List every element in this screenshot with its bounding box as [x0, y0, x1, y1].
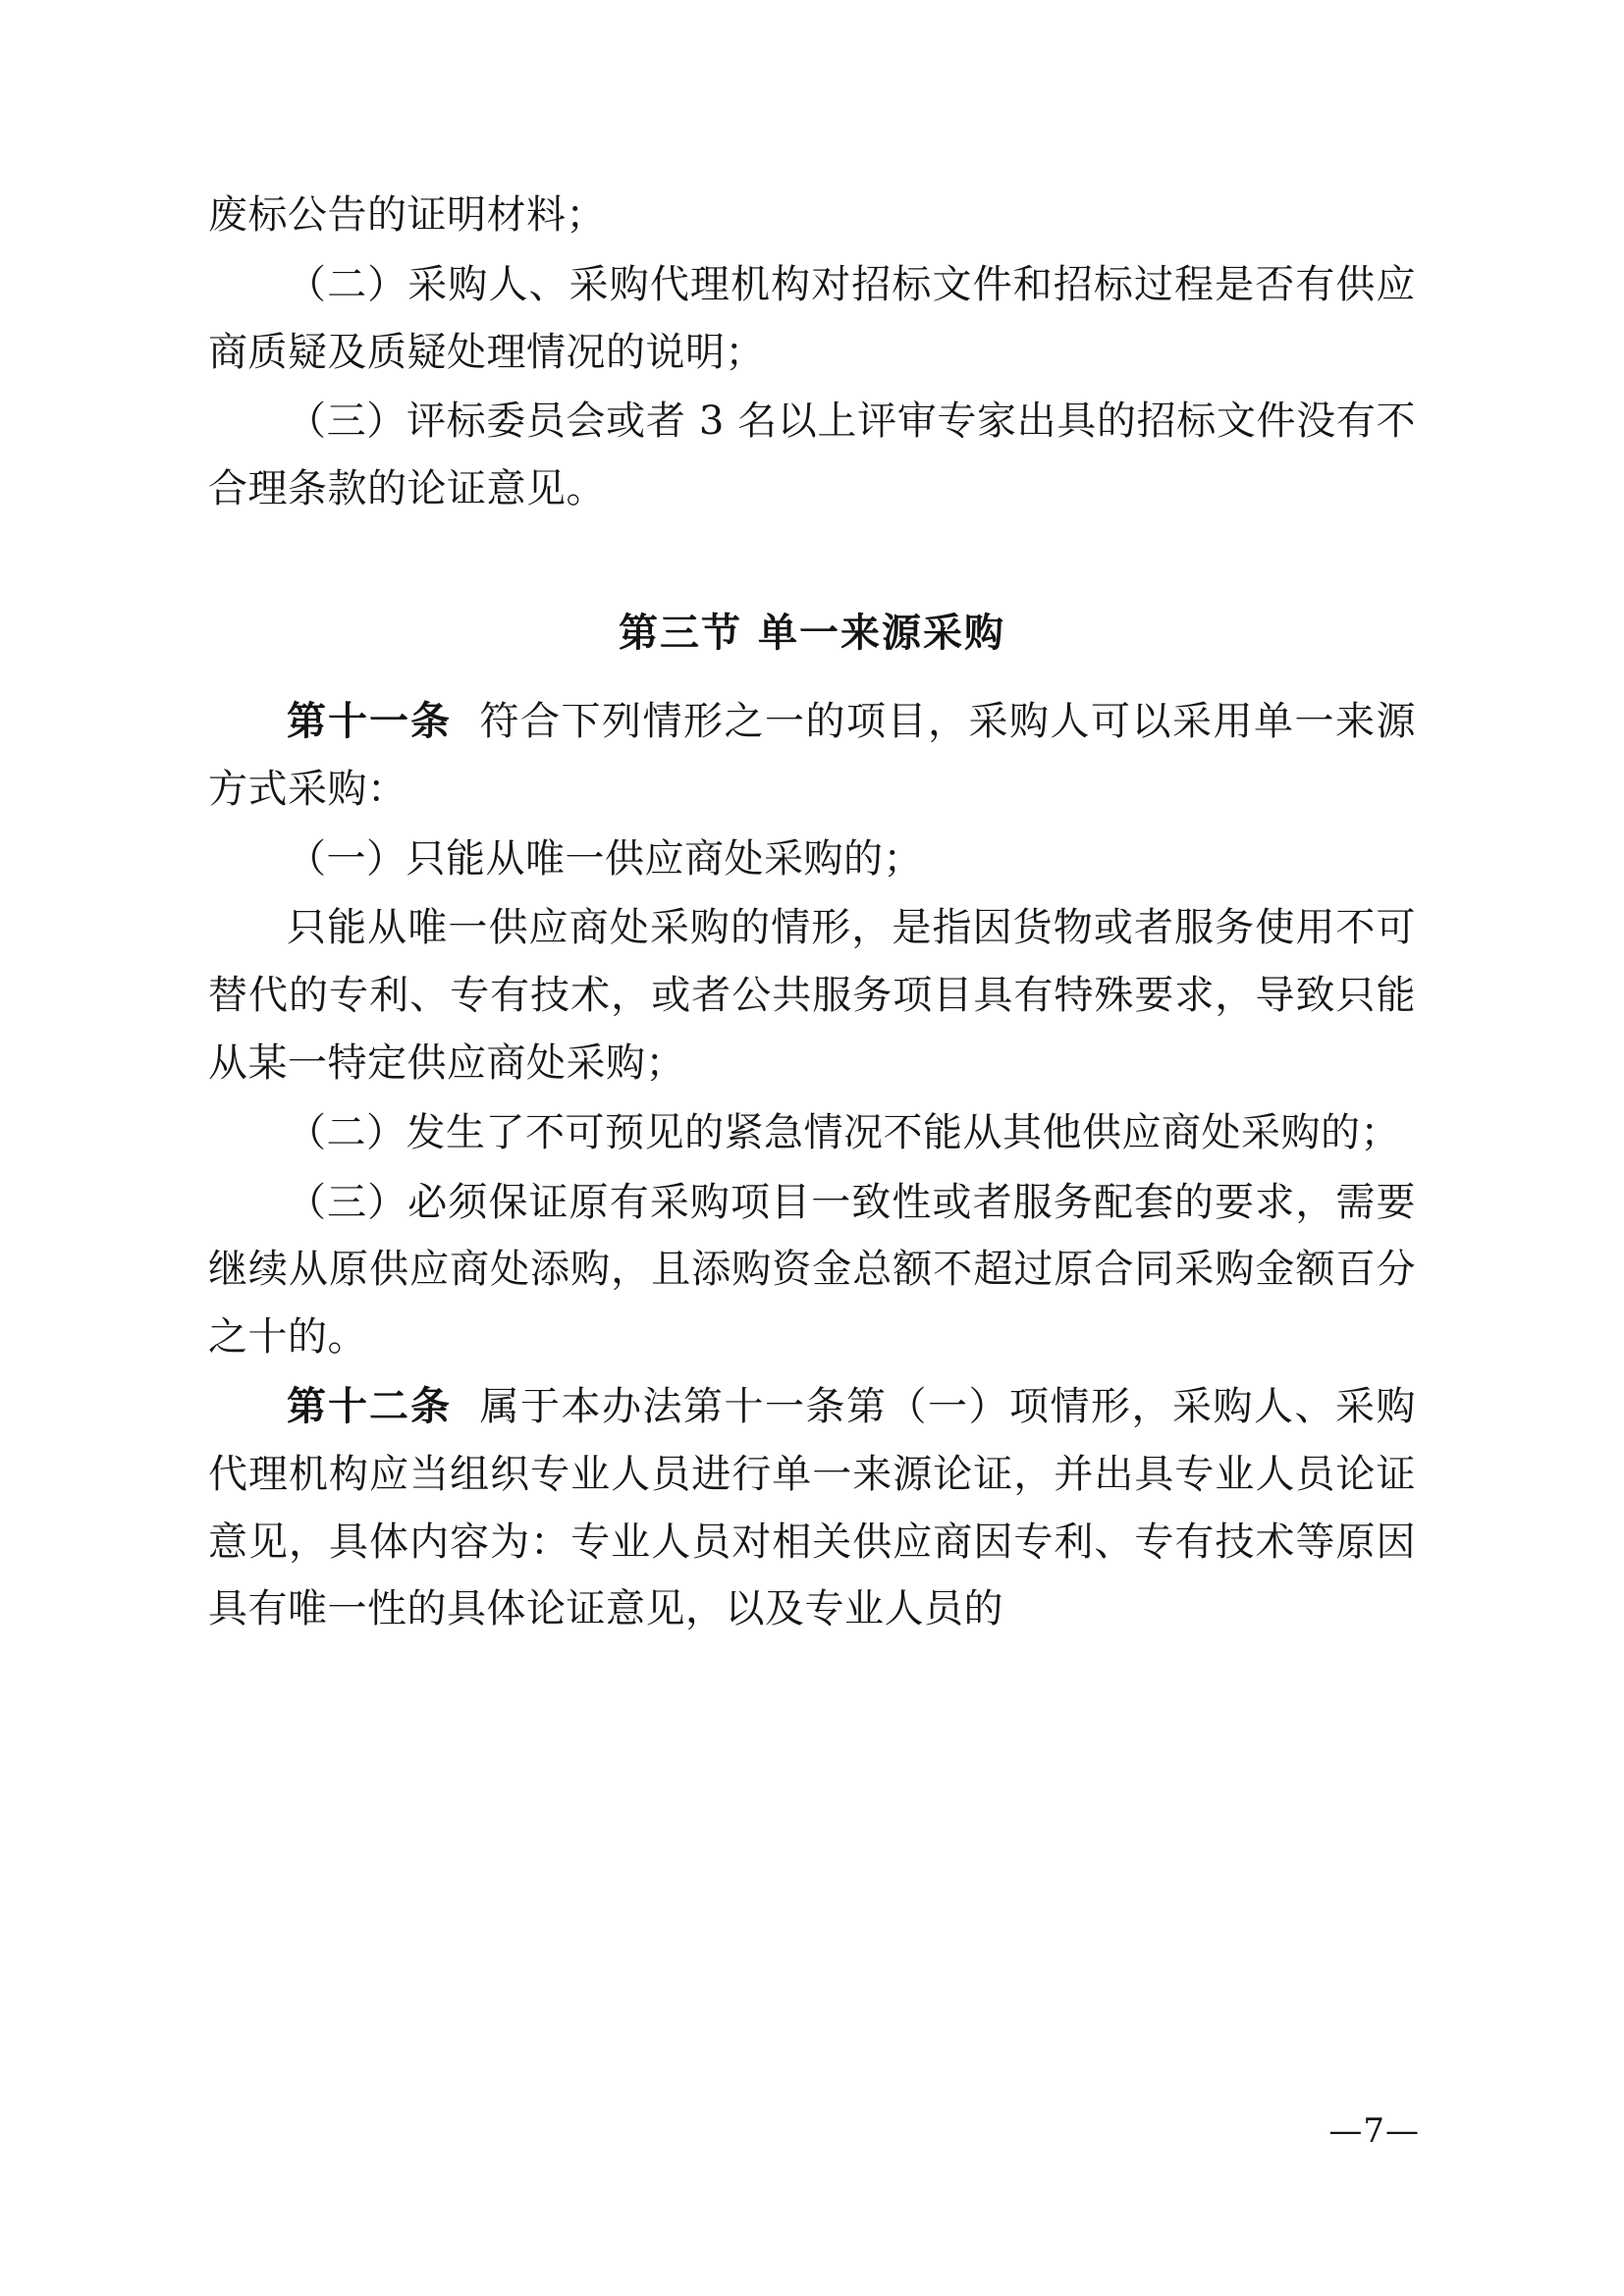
article-12-text: 属于本办法第十一条第（一）项情形，采购人、采购代理机构应当组织专业人员进行单一来源论证，并出具专业人员论证意见，具体内容为：专业人员对相关供应商因专利、专有技术等原因具有唯一性的具体论证意见，以及专业人员的: [208, 1383, 1416, 1632]
paragraph-item-2-source: （二）发生了不可预见的紧急情况不能从其他供应商处采购的；: [287, 1109, 1400, 1155]
article-11: [208, 688, 1416, 824]
paragraph-item-1-source: （一）只能从唯一供应商处采购的；: [287, 835, 923, 881]
paragraph-item-1-explanation: 只能从唯一供应商处采购的情形，是指因货物或者服务使用不可替代的专利、专有技术，或者公共服务项目具有特殊要求，导致只能从某一特定供应商处采购；: [208, 905, 1416, 1086]
article-12-label: 第十二条: [287, 1382, 453, 1429]
page-number: —7—: [1328, 2111, 1420, 2151]
document-body: [208, 182, 1416, 1645]
article-12: [208, 1373, 1416, 1643]
paragraph-continuation: 废标公告的证明材料；: [208, 192, 606, 238]
article-11-label: 第十一条: [287, 697, 453, 744]
article-11-text: 符合下列情形之一的项目，采购人可以采用单一来源方式采购：: [208, 698, 1416, 812]
paragraph-item-3: （三）评标委员会或者 3 名以上评审专家出具的招标文件没有不合理条款的论证意见。: [208, 399, 1416, 512]
section-heading: 第三节 单一来源采购: [619, 609, 1005, 656]
paragraph-item-2: （二）采购人、采购代理机构对招标文件和招标过程是否有供应商质疑及质疑处理情况的说明；: [208, 261, 1416, 375]
paragraph-item-3-source: （三）必须保证原有采购项目一致性或者服务配套的要求，需要继续从原供应商处添购，且添购资金总额不超过原合同采购金额百分之十的。: [208, 1179, 1416, 1361]
